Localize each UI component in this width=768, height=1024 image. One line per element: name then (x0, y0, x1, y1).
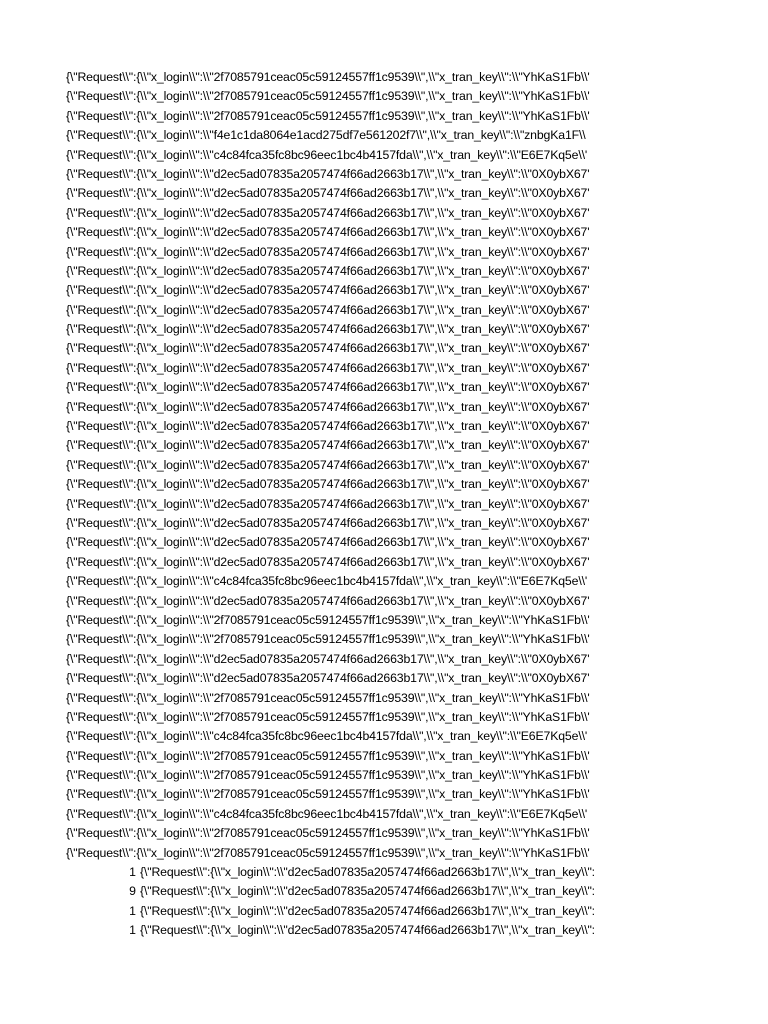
log-row (0, 223, 768, 242)
log-row (0, 398, 768, 417)
log-row-text: {\"Request\\":{\\"x_login\\":\\"2f7085791ceac05c59124557ff1c9539\\",\\"x_tran_key\\":\\"YhKaS1Fb\\' (66, 845, 590, 860)
log-row-text: {\"Request\\":{\\"x_login\\":\\"2f7085791ceac05c59124557ff1c9539\\",\\"x_tran_key\\":\\"YhKaS1Fb\\' (66, 70, 590, 84)
log-row (0, 184, 768, 203)
log-row-text: {\"Request\\":{\\"x_login\\":\\"d2ec5ad07835a2057474f66ad2663b17\\",\\"x_tran_key\\":\\"0X0ybX67' (66, 360, 590, 375)
log-row (0, 378, 768, 397)
log-row (0, 611, 768, 630)
log-row-text: {\"Request\\":{\\"x_login\\":\\"d2ec5ad07835a2057474f66ad2663b17\\",\\"x_tran_key\\": (140, 903, 595, 918)
log-row (0, 592, 768, 611)
log-row-text: {\"Request\\":{\\"x_login\\":\\"c4c84fca35fc8bc96eec1bc4b4157fda\\",\\"x_tran_key\\":\\"E6E7Kq5e\\' (66, 147, 588, 162)
log-row (0, 281, 768, 300)
log-row (0, 514, 768, 533)
log-row-text: {\"Request\\":{\\"x_login\\":\\"d2ec5ad07835a2057474f66ad2663b17\\",\\"x_tran_key\\":\\"0X0ybX67' (66, 322, 590, 337)
log-row (0, 553, 768, 572)
log-row (0, 262, 768, 281)
log-row (0, 495, 768, 514)
log-row (0, 436, 768, 455)
log-row (0, 165, 768, 184)
log-row (0, 68, 768, 87)
log-row-text: {\"Request\\":{\\"x_login\\":\\"d2ec5ad07835a2057474f66ad2663b17\\",\\"x_tran_key\\":\\"0X0ybX67' (66, 438, 590, 453)
log-row-text: {\"Request\\":{\\"x_login\\":\\"c4c84fca35fc8bc96eec1bc4b4157fda\\",\\"x_tran_key\\":\\"E6E7Kq5e\\' (66, 729, 588, 744)
log-row-text: {\"Request\\":{\\"x_login\\":\\"c4c84fca35fc8bc96eec1bc4b4157fda\\",\\"x_tran_key\\":\\"E6E7Kq5e\\' (66, 574, 588, 589)
row-count: 1 (129, 923, 136, 938)
log-row (0, 320, 768, 339)
log-row (0, 107, 768, 126)
log-row-text: {\"Request\\":{\\"x_login\\":\\"d2ec5ad07835a2057474f66ad2663b17\\",\\"x_tran_key\\":\\"0X0ybX67' (66, 341, 590, 356)
log-row-text: {\"Request\\":{\\"x_login\\":\\"d2ec5ad07835a2057474f66ad2663b17\\",\\"x_tran_key\\":\\"0X0ybX67' (66, 593, 590, 608)
log-row (0, 805, 768, 824)
log-row-text: {\"Request\\":{\\"x_login\\":\\"2f7085791ceac05c59124557ff1c9539\\",\\"x_tran_key\\":\\"YhKaS1Fb\\' (66, 89, 590, 104)
log-row (0, 87, 768, 106)
request-log-list (0, 68, 768, 941)
log-row-text: {\"Request\\":{\\"x_login\\":\\"2f7085791ceac05c59124557ff1c9539\\",\\"x_tran_key\\":\\"YhKaS1Fb\\' (66, 826, 590, 841)
log-row (0, 456, 768, 475)
log-row-text: {\"Request\\":{\\"x_login\\":\\"d2ec5ad07835a2057474f66ad2663b17\\",\\"x_tran_key\\":\\"0X0ybX67' (66, 671, 590, 686)
log-row (0, 766, 768, 785)
log-row-text: {\"Request\\":{\\"x_login\\":\\"2f7085791ceac05c59124557ff1c9539\\",\\"x_tran_key\\":\\"YhKaS1Fb\\' (66, 768, 590, 783)
log-row-text: {\"Request\\":{\\"x_login\\":\\"2f7085791ceac05c59124557ff1c9539\\",\\"x_tran_key\\":\\"YhKaS1Fb\\' (66, 748, 590, 763)
log-row (0, 669, 768, 688)
numbered-log-row (0, 921, 768, 940)
log-row-text: {\"Request\\":{\\"x_login\\":\\"d2ec5ad07835a2057474f66ad2663b17\\",\\"x_tran_key\\":\\"0X0ybX67' (66, 244, 590, 259)
log-row (0, 650, 768, 669)
log-row-text: {\"Request\\":{\\"x_login\\":\\"d2ec5ad07835a2057474f66ad2663b17\\",\\"x_tran_key\\":\\"0X0ybX67' (66, 205, 590, 220)
log-row-text: {\"Request\\":{\\"x_login\\":\\"d2ec5ad07835a2057474f66ad2663b17\\",\\"x_tran_key\\":\\"0X0ybX67' (66, 399, 590, 414)
numbered-log-row (0, 882, 768, 901)
log-row-text: {\"Request\\":{\\"x_login\\":\\"d2ec5ad07835a2057474f66ad2663b17\\",\\"x_tran_key\\": (140, 865, 595, 880)
log-row (0, 844, 768, 863)
log-row-text: {\"Request\\":{\\"x_login\\":\\"d2ec5ad07835a2057474f66ad2663b17\\",\\"x_tran_key\\":\\"0X0ybX67' (66, 419, 590, 434)
log-row-text: {\"Request\\":{\\"x_login\\":\\"d2ec5ad07835a2057474f66ad2663b17\\",\\"x_tran_key\\":\\"0X0ybX67' (66, 380, 590, 395)
log-row-text: {\"Request\\":{\\"x_login\\":\\"2f7085791ceac05c59124557ff1c9539\\",\\"x_tran_key\\":\\"YhKaS1Fb\\' (66, 690, 590, 705)
log-row-text: {\"Request\\":{\\"x_login\\":\\"d2ec5ad07835a2057474f66ad2663b17\\",\\"x_tran_key\\":\\"0X0ybX67' (66, 651, 590, 666)
row-count: 1 (129, 903, 136, 918)
log-row (0, 572, 768, 591)
log-row (0, 727, 768, 746)
log-row (0, 630, 768, 649)
log-row (0, 301, 768, 320)
row-count: 9 (129, 884, 136, 899)
log-row (0, 824, 768, 843)
log-row-text: {\"Request\\":{\\"x_login\\":\\"d2ec5ad07835a2057474f66ad2663b17\\",\\"x_tran_key\\":\\"0X0ybX67' (66, 515, 590, 530)
log-row-text: {\"Request\\":{\\"x_login\\":\\"d2ec5ad07835a2057474f66ad2663b17\\",\\"x_tran_key\\":\\"0X0ybX67' (66, 225, 590, 240)
numbered-log-row (0, 863, 768, 882)
log-row (0, 339, 768, 358)
log-row-text: {\"Request\\":{\\"x_login\\":\\"2f7085791ceac05c59124557ff1c9539\\",\\"x_tran_key\\":\\"YhKaS1Fb\\' (66, 709, 590, 724)
log-row (0, 689, 768, 708)
log-row-text: {\"Request\\":{\\"x_login\\":\\"d2ec5ad07835a2057474f66ad2663b17\\",\\"x_tran_key\\":\\"0X0ybX67' (66, 302, 590, 317)
numbered-log-row (0, 902, 768, 921)
log-row-text: {\"Request\\":{\\"x_login\\":\\"d2ec5ad07835a2057474f66ad2663b17\\",\\"x_tran_key\\":\\"0X0ybX67' (66, 554, 590, 569)
log-row-text: {\"Request\\":{\\"x_login\\":\\"2f7085791ceac05c59124557ff1c9539\\",\\"x_tran_key\\":\\"YhKaS1Fb\\' (66, 612, 590, 627)
log-row-text: {\"Request\\":{\\"x_login\\":\\"d2ec5ad07835a2057474f66ad2663b17\\",\\"x_tran_key\\":\\"0X0ybX67' (66, 535, 590, 550)
log-row-text: {\"Request\\":{\\"x_login\\":\\"d2ec5ad07835a2057474f66ad2663b17\\",\\"x_tran_key\\":\\"0X0ybX67' (66, 166, 590, 181)
log-row-text: {\"Request\\":{\\"x_login\\":\\"d2ec5ad07835a2057474f66ad2663b17\\",\\"x_tran_key\\":\\"0X0ybX67' (66, 496, 590, 511)
log-row-text: {\"Request\\":{\\"x_login\\":\\"d2ec5ad07835a2057474f66ad2663b17\\",\\"x_tran_key\\":\\"0X0ybX67' (66, 457, 590, 472)
log-row (0, 126, 768, 145)
log-row-text: {\"Request\\":{\\"x_login\\":\\"d2ec5ad07835a2057474f66ad2663b17\\",\\"x_tran_key\\":\\"0X0ybX67' (66, 186, 590, 201)
row-count: 1 (129, 865, 136, 880)
log-row-text: {\"Request\\":{\\"x_login\\":\\"d2ec5ad07835a2057474f66ad2663b17\\",\\"x_tran_key\\":\\"0X0ybX67' (66, 283, 590, 298)
log-row (0, 204, 768, 223)
log-row-text: {\"Request\\":{\\"x_login\\":\\"2f7085791ceac05c59124557ff1c9539\\",\\"x_tran_key\\":\\"YhKaS1Fb\\' (66, 632, 590, 647)
log-row (0, 475, 768, 494)
log-row-text: {\"Request\\":{\\"x_login\\":\\"d2ec5ad07835a2057474f66ad2663b17\\",\\"x_tran_key\\": (140, 923, 595, 938)
log-row (0, 243, 768, 262)
log-row-text: {\"Request\\":{\\"x_login\\":\\"2f7085791ceac05c59124557ff1c9539\\",\\"x_tran_key\\":\\"YhKaS1Fb\\' (66, 108, 590, 123)
log-row-text: {\"Request\\":{\\"x_login\\":\\"d2ec5ad07835a2057474f66ad2663b17\\",\\"x_tran_key\\":\\"0X0ybX67' (66, 477, 590, 492)
log-row (0, 708, 768, 727)
log-row-text: {\"Request\\":{\\"x_login\\":\\"d2ec5ad07835a2057474f66ad2663b17\\",\\"x_tran_key\\":\\"0X0ybX67' (66, 263, 590, 278)
log-row-text: {\"Request\\":{\\"x_login\\":\\"d2ec5ad07835a2057474f66ad2663b17\\",\\"x_tran_key\\": (140, 884, 595, 899)
log-row-text: {\"Request\\":{\\"x_login\\":\\"c4c84fca35fc8bc96eec1bc4b4157fda\\",\\"x_tran_key\\":\\"E6E7Kq5e\\' (66, 806, 588, 821)
log-row-text: {\"Request\\":{\\"x_login\\":\\"f4e1c1da8064e1acd275df7e561202f7\\",\\"x_tran_key\\":\\"znbgKa1F\\ (66, 128, 586, 143)
log-row (0, 747, 768, 766)
log-row (0, 785, 768, 804)
log-row (0, 146, 768, 165)
log-row (0, 417, 768, 436)
log-row-text: {\"Request\\":{\\"x_login\\":\\"2f7085791ceac05c59124557ff1c9539\\",\\"x_tran_key\\":\\"YhKaS1Fb\\' (66, 787, 590, 802)
log-row (0, 533, 768, 552)
log-row (0, 359, 768, 378)
